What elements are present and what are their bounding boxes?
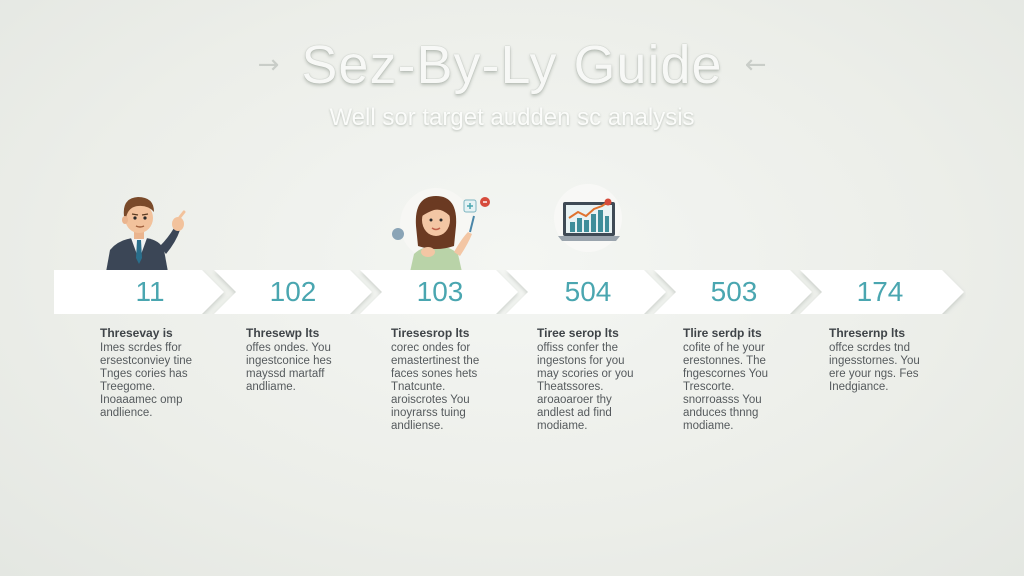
step-line: erestonnes. The (683, 355, 766, 367)
step-line: Tnatcunte. (391, 381, 446, 393)
step-line: modiame. (683, 420, 734, 432)
step-line: Inoaaamec omp (100, 394, 183, 406)
step-line: corec ondes for (391, 342, 471, 354)
step-line: mayssd martaff (246, 368, 325, 380)
step-line: aroiscrotes You (391, 394, 470, 406)
step-number-1: 11 (135, 276, 165, 307)
step-line: faces sones hets (391, 368, 478, 380)
title-row (0, 34, 1024, 96)
step-line: andliense. (391, 420, 444, 432)
step-line: ingestconice hes (246, 355, 332, 367)
step-line: Inedgiance. (829, 381, 889, 393)
left-arrow-icon: → (257, 50, 280, 80)
step-line: ere your ngs. Fes (829, 368, 919, 380)
businessman-icon (98, 190, 188, 272)
page-title: Sez-By-Ly Guide (301, 35, 723, 95)
step-number-3: 103 (416, 276, 464, 307)
step-heading: Tiresesrop lts (391, 326, 470, 340)
step-number-4: 504 (564, 276, 612, 307)
step-line: Treegome. (100, 381, 156, 393)
step-line: Theatssores. (537, 381, 604, 393)
step-heading: Tlire serdp its (683, 326, 762, 340)
step-line: ingesstornes. You (829, 355, 920, 367)
step-line: aroaoaroer thy (537, 394, 612, 406)
step-heading: Tiree serop lts (537, 326, 619, 340)
step-line: snorroasss You (683, 394, 762, 406)
step-line: offce scrdes tnd (829, 342, 910, 354)
step-line: cofite of he your (683, 342, 765, 354)
woman-thinking-icon (388, 186, 498, 272)
step-line: ingestons for you (537, 355, 625, 367)
step-line: inoyrarss tuing (391, 407, 466, 419)
step-line: offes ondes. You (246, 342, 331, 354)
laptop-chart-icon (550, 184, 630, 252)
step-heading: Thresewp lts (246, 326, 320, 340)
step-description-1 (100, 326, 230, 420)
step-number-2: 102 (269, 276, 317, 307)
step-line: Tnges cories has (100, 368, 188, 380)
step-line: Imes scrdes ffor (100, 342, 182, 354)
step-line: andlest ad find (537, 407, 612, 419)
step-description-6 (829, 326, 959, 394)
step-line: fngescornes You (683, 368, 769, 380)
step-line: andlience. (100, 407, 153, 419)
step-description-2 (246, 326, 376, 394)
step-description-4 (537, 326, 667, 433)
page-subtitle: Well sor target audden sc analysis (329, 104, 695, 131)
step-number-6: 174 (856, 276, 904, 307)
step-line: modiame. (537, 420, 588, 432)
step-line: emastertinest the (391, 355, 480, 367)
step-description-5 (683, 326, 813, 433)
step-line: Trescorte. (683, 381, 735, 393)
step-heading: Thresernp lts (829, 326, 906, 340)
step-line: anduces thnng (683, 407, 759, 419)
step-line: andliame. (246, 381, 296, 393)
step-number-5: 503 (710, 276, 758, 307)
step-description-3 (391, 326, 521, 433)
step-line: ersestconviey tine (100, 355, 193, 367)
step-line: may scories or you (537, 368, 634, 380)
step-heading: Thresevay is (100, 326, 173, 340)
step-line: offiss confer the (537, 342, 618, 354)
right-arrow-icon: ← (744, 50, 767, 80)
